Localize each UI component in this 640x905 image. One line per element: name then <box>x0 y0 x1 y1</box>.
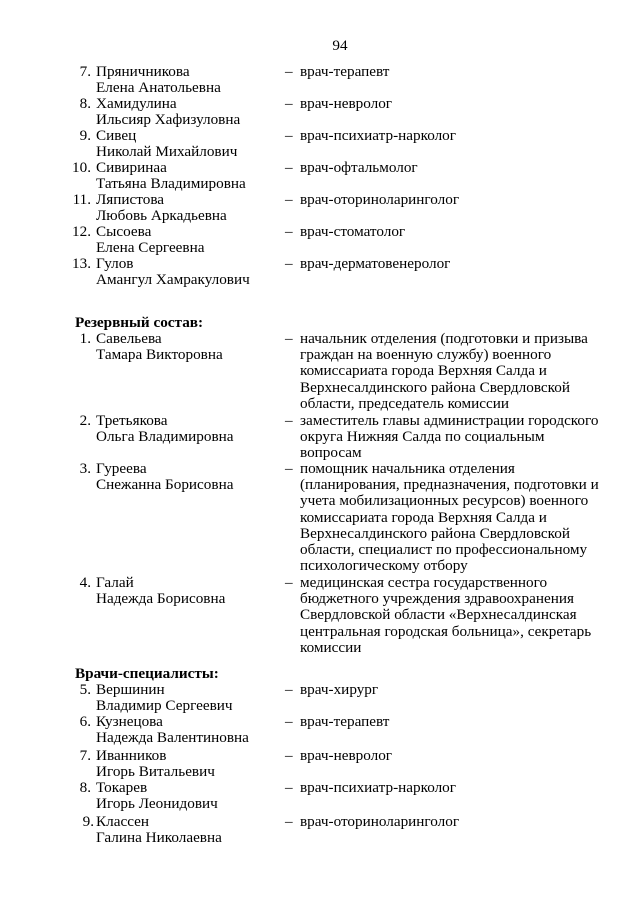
member-role: врач-невролог <box>300 95 393 112</box>
section-heading <box>0 311 640 331</box>
member-surname: Токарев <box>96 779 148 796</box>
member-surname: Вершинин <box>96 681 165 698</box>
section-heading-text: Резервный состав: <box>75 313 204 331</box>
dash-separator: – <box>285 813 293 830</box>
member-name <box>96 256 276 288</box>
dash-separator: – <box>285 460 293 477</box>
member-given-names: Елена Сергеевна <box>96 239 205 257</box>
member-name <box>96 96 276 128</box>
dash-separator: – <box>285 574 293 591</box>
member-role: заместитель главы администрации городского округа Нижняя Салда по социальным вопросам <box>300 412 599 462</box>
member-given-names: Надежда Борисовна <box>96 590 226 608</box>
entry-number: 1. <box>79 330 91 347</box>
member-name <box>96 714 276 746</box>
member-entry <box>0 192 640 224</box>
member-entry <box>0 714 640 748</box>
member-role: врач-офтальмолог <box>300 159 418 176</box>
entry-number: 7. <box>79 63 91 80</box>
member-name <box>96 128 276 160</box>
member-given-names: Елена Анатольевна <box>96 79 221 97</box>
member-entry <box>0 96 640 128</box>
member-given-names: Галина Николаевна <box>96 829 222 847</box>
member-role: врач-терапевт <box>300 713 390 730</box>
entry-number: 9. <box>79 127 91 144</box>
member-given-names: Тамара Викторовна <box>96 346 223 364</box>
member-name <box>96 814 276 846</box>
member-given-names: Надежда Валентиновна <box>96 729 249 747</box>
member-role: врач-невролог <box>300 747 393 764</box>
member-surname: Галай <box>96 574 134 591</box>
section-heading-text: Врачи-специалисты: <box>75 664 219 682</box>
entry-number: 3. <box>79 460 91 477</box>
dash-separator: – <box>285 95 293 112</box>
member-entry <box>0 780 640 814</box>
entry-number: 4. <box>79 574 91 591</box>
member-surname: Третьякова <box>96 412 168 429</box>
entry-number: 11. <box>72 191 91 208</box>
member-entry <box>0 64 640 96</box>
dash-separator: – <box>285 63 293 80</box>
member-role: врач-терапевт <box>300 63 390 80</box>
member-surname: Ляпистова <box>96 191 165 208</box>
dash-separator: – <box>285 127 293 144</box>
member-surname: Пряничникова <box>96 63 190 80</box>
member-given-names: Игорь Витальевич <box>96 763 215 781</box>
member-given-names: Амангул Хамракулович <box>96 271 250 289</box>
member-name <box>96 192 276 224</box>
member-given-names: Игорь Леонидович <box>96 795 218 813</box>
member-role: врач-хирург <box>300 681 379 698</box>
entry-number: 2. <box>79 412 91 429</box>
section-heading <box>0 662 640 682</box>
member-name <box>96 748 276 780</box>
entry-number: 13. <box>72 255 91 272</box>
member-surname: Гулов <box>96 255 134 272</box>
dash-separator: – <box>285 747 293 764</box>
member-role: врач-психиатр-нарколог <box>300 779 456 796</box>
member-entry <box>0 682 640 714</box>
member-name <box>96 160 276 192</box>
member-surname: Хамидулина <box>96 95 177 112</box>
dash-separator: – <box>285 330 293 347</box>
member-given-names: Ольга Владимировна <box>96 428 234 446</box>
member-given-names: Владимир Сергеевич <box>96 697 233 715</box>
entry-number: 7. <box>79 747 91 764</box>
member-name <box>96 780 276 812</box>
entry-number: 5. <box>79 681 91 698</box>
member-name <box>96 224 276 256</box>
member-entry <box>0 461 640 575</box>
page-number: 94 <box>332 37 348 54</box>
dash-separator: – <box>285 191 293 208</box>
member-role: медицинская сестра государственного бюджетного учреждения здравоохранения Свердловской области «Верхнесалдинская центральная городская больница», секретарь комиссии <box>300 574 592 656</box>
member-given-names: Николай Михайлович <box>96 143 238 161</box>
dash-separator: – <box>285 713 293 730</box>
entry-number: 6. <box>79 713 91 730</box>
member-entry <box>0 331 640 413</box>
member-surname: Сивиринаа <box>96 159 167 176</box>
member-surname: Сысоева <box>96 223 152 240</box>
member-role: врач-оториноларинголог <box>300 191 460 208</box>
member-name <box>96 413 276 445</box>
dash-separator: – <box>285 779 293 796</box>
member-given-names: Снежанна Борисовна <box>96 476 234 494</box>
member-role: врач-психиатр-нарколог <box>300 127 456 144</box>
member-entry <box>0 748 640 780</box>
member-entry <box>0 814 640 848</box>
entry-number: 8. <box>79 779 91 796</box>
member-entry <box>0 413 640 461</box>
member-role: врач-стоматолог <box>300 223 406 240</box>
member-role: помощник начальника отделения (планирования, предназначения, подготовки и учета мобилизационных ресурсов) военного комиссариата города Верхняя Салда и Верхнесалдинского района Свердловской области, специалист по профессиональному психологическому отбору <box>300 460 599 575</box>
member-name <box>96 331 276 363</box>
entry-number: 8. <box>79 95 91 112</box>
dash-separator: – <box>285 159 293 176</box>
member-role: врач-дерматовенеролог <box>300 255 451 272</box>
member-entry <box>0 160 640 192</box>
dash-separator: – <box>285 412 293 429</box>
dash-separator: – <box>285 223 293 240</box>
member-entry <box>0 224 640 256</box>
member-surname: Савельева <box>96 330 162 347</box>
member-surname: Гуреева <box>96 460 147 477</box>
member-entry <box>0 128 640 160</box>
member-surname: Классен <box>96 813 149 830</box>
commission-list <box>0 64 640 848</box>
member-surname: Кузнецова <box>96 713 163 730</box>
member-name <box>96 682 276 714</box>
member-role: врач-оториноларинголог <box>300 813 460 830</box>
dash-separator: – <box>285 255 293 272</box>
member-name <box>96 64 276 96</box>
member-role: начальник отделения (подготовки и призыва граждан на военную службу) военного комиссариата города Верхняя Салда и Верхнесалдинского района Свердловской области, председатель комиссии <box>300 330 588 412</box>
entry-number: 9. <box>82 813 94 830</box>
entry-number: 10. <box>72 159 91 176</box>
member-entry <box>0 256 640 298</box>
member-surname: Сивец <box>96 127 137 144</box>
member-given-names: Любовь Аркадьевна <box>96 207 227 225</box>
member-given-names: Ильсияр Хафизуловна <box>96 111 241 129</box>
entry-number: 12. <box>72 223 91 240</box>
member-entry <box>0 575 640 655</box>
member-surname: Иванников <box>96 747 167 764</box>
member-name <box>96 575 276 607</box>
member-given-names: Татьяна Владимировна <box>96 175 246 193</box>
member-name <box>96 461 276 493</box>
dash-separator: – <box>285 681 293 698</box>
